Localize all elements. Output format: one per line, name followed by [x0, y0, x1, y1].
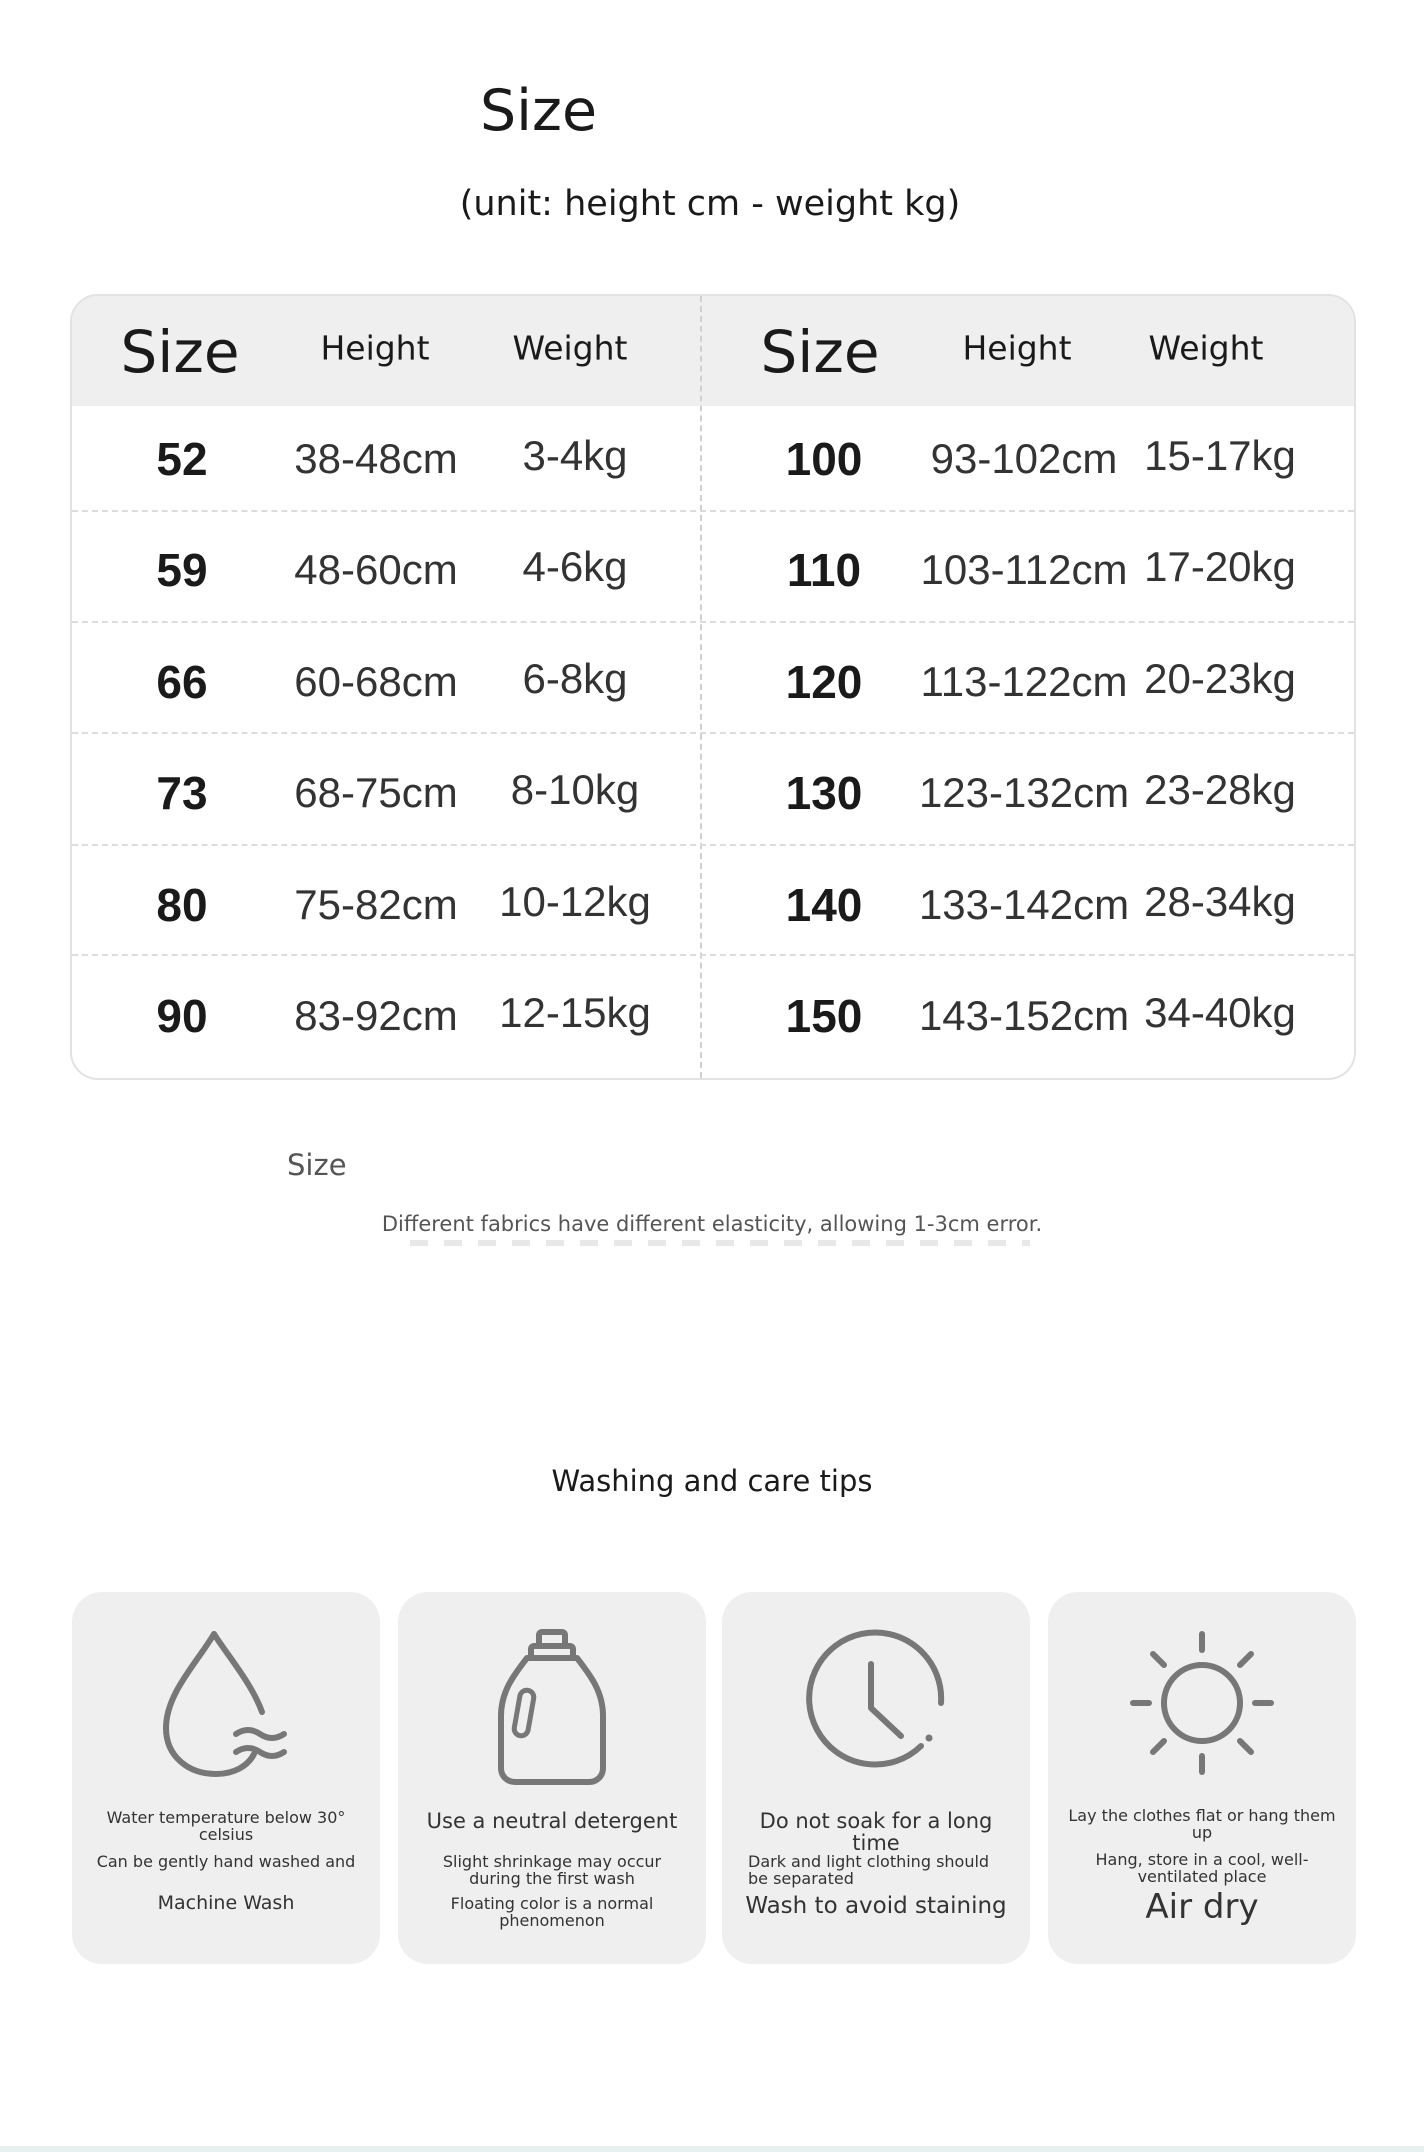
care-card-line3: Machine Wash [157, 1892, 295, 1914]
row-divider [72, 954, 1354, 956]
faded-text-line [410, 1240, 1030, 1246]
left-size-cell: 52 [156, 433, 208, 485]
washing-section-title: Washing and care tips [551, 1464, 873, 1498]
row-divider [72, 844, 1354, 846]
right-weight-cell: 28-34kg [1144, 878, 1296, 925]
header-weight-left: Weight [512, 328, 628, 368]
care-card-line3: Wash to avoid staining [745, 1893, 1007, 1919]
care-card-line2: Slight shrinkage may occur during the first wash [442, 1852, 662, 1888]
right-size-cell: 150 [785, 990, 863, 1042]
left-weight-cell: 6-8kg [522, 655, 628, 702]
left-size-cell: 66 [156, 656, 208, 708]
left-weight-cell: 4-6kg [522, 543, 628, 590]
header-size-left: Size [120, 318, 240, 386]
left-height-cell: 38-48cm [294, 435, 458, 482]
right-height-cell: 143-152cm [918, 992, 1130, 1039]
right-size-cell: 110 [786, 544, 862, 596]
care-card-detergent [398, 1592, 706, 1964]
detergent-bottle-icon [487, 1628, 617, 1788]
right-height-cell: 123-132cm [918, 769, 1130, 816]
left-weight-cell: 10-12kg [499, 878, 651, 925]
left-size-cell: 80 [156, 879, 208, 931]
row-divider [72, 510, 1354, 512]
care-card-soak [722, 1592, 1030, 1964]
right-weight-cell: 34-40kg [1144, 989, 1296, 1036]
care-card-air-dry [1048, 1592, 1356, 1964]
right-height-cell: 133-142cm [918, 881, 1130, 928]
right-height-cell: 103-112cm [920, 546, 1128, 593]
size-note-text: Different fabrics have different elasticity, allowing 1-3cm error. [381, 1212, 1043, 1236]
care-card-line3: Air dry [1145, 1887, 1259, 1927]
left-height-cell: 60-68cm [294, 658, 458, 705]
right-size-cell: 140 [785, 879, 863, 931]
care-card-line2: Dark and light clothing should be separated [748, 1852, 990, 1888]
left-size-cell: 90 [156, 990, 208, 1042]
right-weight-cell: 23-28kg [1144, 766, 1296, 813]
bottom-edge-strip [0, 2146, 1424, 2152]
care-card-line2: Hang, store in a cool, well-ventilated place [1095, 1850, 1309, 1886]
left-height-cell: 75-82cm [294, 881, 458, 928]
page-title: Size [480, 78, 598, 144]
left-height-cell: 48-60cm [294, 546, 458, 593]
care-card-line1: Water temperature below 30° celsius [106, 1808, 346, 1844]
clock-icon [801, 1628, 951, 1778]
left-height-cell: 68-75cm [294, 769, 458, 816]
left-size-cell: 59 [156, 544, 208, 596]
care-card-line3: Floating color is a normal phenomenon [450, 1894, 654, 1930]
table-vertical-divider [700, 296, 702, 1078]
sun-icon [1127, 1628, 1277, 1778]
size-note-title: Size [287, 1148, 347, 1182]
right-size-cell: 120 [785, 656, 863, 708]
right-height-cell: 113-122cm [920, 658, 1128, 705]
care-card-line1: Lay the clothes flat or hang them up [1068, 1806, 1336, 1842]
care-card-water-temperature [72, 1592, 380, 1964]
right-weight-cell: 15-17kg [1144, 432, 1296, 479]
left-weight-cell: 8-10kg [510, 766, 640, 813]
right-size-cell: 130 [785, 767, 863, 819]
header-height-right: Height [962, 328, 1072, 368]
left-size-cell: 73 [156, 767, 208, 819]
left-height-cell: 83-92cm [294, 992, 458, 1039]
row-divider [72, 621, 1354, 623]
care-card-line2: Can be gently hand washed and [96, 1852, 356, 1871]
care-card-line1: Do not soak for a long time [759, 1809, 993, 1856]
row-divider [72, 732, 1354, 734]
care-card-line1: Use a neutral detergent [426, 1809, 678, 1833]
left-weight-cell: 12-15kg [499, 989, 651, 1036]
header-height-left: Height [320, 328, 430, 368]
right-weight-cell: 20-23kg [1144, 655, 1296, 702]
header-size-right: Size [760, 318, 880, 386]
header-weight-right: Weight [1148, 328, 1264, 368]
right-height-cell: 93-102cm [930, 435, 1118, 482]
right-size-cell: 100 [785, 433, 863, 485]
size-table [70, 294, 1356, 1080]
page-subtitle [0, 184, 1424, 224]
right-weight-cell: 17-20kg [1144, 543, 1296, 590]
unit-subtitle: (unit: height cm - weight kg) [459, 184, 961, 224]
water-drop-icon [156, 1628, 296, 1780]
left-weight-cell: 3-4kg [522, 432, 628, 479]
